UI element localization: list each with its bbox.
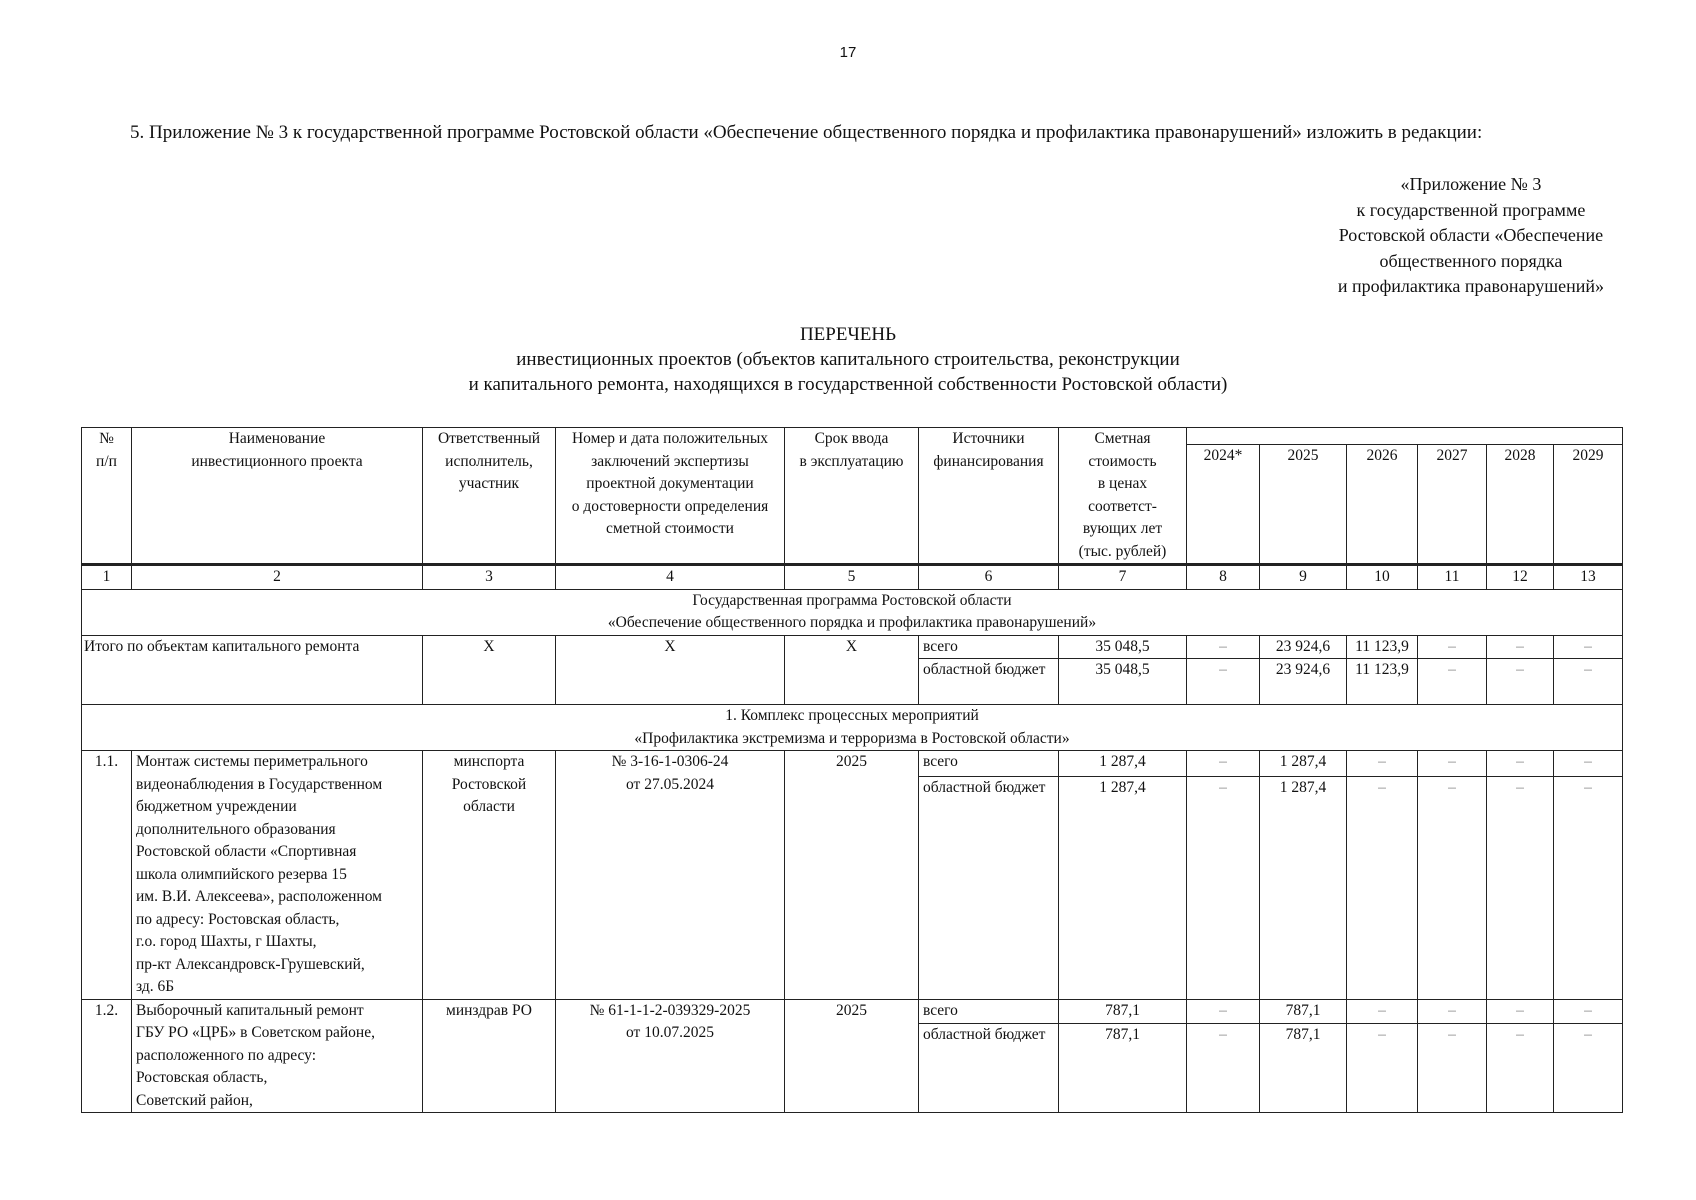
header-name	[132, 428, 423, 565]
project-name-line: пр-кт Александровск-Грушевский,	[136, 955, 365, 973]
header-text: вующих лет	[1082, 520, 1163, 537]
project-name-line: дополнительного образования	[136, 820, 336, 838]
header-text: №	[99, 430, 114, 447]
project-expertise	[556, 751, 785, 1000]
source-cell: всего	[919, 751, 1059, 777]
executor-line: Ростовской	[451, 775, 527, 793]
program-title-line: Государственная программа Ростовской области	[692, 591, 1012, 609]
executor-line: минздрав РО	[446, 1001, 532, 1019]
year-value: 1 287,4	[1260, 751, 1347, 777]
project-name-line: бюджетном учреждении	[136, 798, 297, 815]
year-value: 787,1	[1260, 1024, 1347, 1113]
year-value: –	[1487, 635, 1554, 659]
year-value: –	[1187, 659, 1260, 705]
year-value: 1 287,4	[1260, 776, 1347, 999]
program-title	[82, 589, 1623, 635]
document-heading	[0, 322, 1696, 397]
header-year: 2026	[1347, 445, 1418, 565]
column-number: 13	[1554, 565, 1623, 590]
header-text: Сметная	[1094, 430, 1151, 447]
column-number: 4	[556, 565, 785, 590]
header-text: проектной документации	[586, 475, 754, 492]
source-cell: всего	[919, 999, 1059, 1024]
year-value: –	[1187, 751, 1260, 777]
year-value: –	[1347, 776, 1418, 999]
header-text: Номер и дата положительных	[571, 430, 769, 447]
year-value: –	[1554, 659, 1623, 705]
year-value: –	[1187, 635, 1260, 659]
expertise-line: № 61-1-1-2-039329-2025	[589, 1001, 751, 1019]
table-row	[82, 999, 1623, 1024]
cost-cell: 1 287,4	[1059, 776, 1187, 999]
project-name-line: Ростовская область,	[136, 1069, 268, 1086]
project-name	[132, 751, 423, 1000]
year-value: –	[1187, 776, 1260, 999]
year-value: –	[1487, 776, 1554, 999]
year-value: 787,1	[1260, 999, 1347, 1024]
project-name-line: по адресу: Ростовская область,	[136, 910, 340, 928]
header-year: 2024*	[1187, 445, 1260, 565]
column-number: 6	[919, 565, 1059, 590]
program-title-line: «Обеспечение общественного порядка и профилактика правонарушений»	[607, 614, 1097, 631]
year-value: –	[1554, 776, 1623, 999]
year-value: –	[1418, 776, 1487, 999]
appendix-reference	[1338, 172, 1604, 300]
expertise-line: от 27.05.2024	[626, 775, 714, 793]
year-value: –	[1554, 999, 1623, 1024]
header-text: (тыс. рублей)	[1078, 542, 1167, 560]
executor-line: области	[463, 798, 515, 815]
year-value: –	[1418, 999, 1487, 1024]
header-term	[785, 428, 919, 565]
project-name-line: им. В.И. Алексеева», расположенном	[136, 888, 382, 905]
header-text: финансирования	[933, 452, 1044, 470]
total-row	[82, 635, 1623, 659]
year-value: 23 924,6	[1260, 635, 1347, 659]
appendix-line: к государственной программе	[1356, 199, 1586, 220]
header-text: в эксплуатацию	[799, 452, 904, 470]
project-name	[132, 999, 423, 1113]
project-name-line: Ростовской области «Спортивная	[136, 843, 357, 860]
project-name-line: Выборочный капитальный ремонт	[136, 1001, 364, 1019]
header-year: 2027	[1418, 445, 1487, 565]
column-number: 3	[423, 565, 556, 590]
header-num	[82, 428, 132, 565]
column-number: 1	[82, 565, 132, 590]
total-executor: X	[423, 635, 556, 705]
cost-cell: 787,1	[1059, 999, 1187, 1024]
header-sources	[919, 428, 1059, 565]
project-name-line: ГБУ РО «ЦРБ» в Советском районе,	[136, 1024, 375, 1041]
expertise-line: № 3-16-1-0306-24	[611, 753, 729, 770]
heading-line: и капитального ремонта, находящихся в государственной собственности Ростовской области)	[468, 374, 1228, 395]
appendix-line: общественного порядка	[1379, 250, 1563, 271]
appendix-line: и профилактика правонарушений»	[1337, 276, 1604, 296]
project-name-line: видеонаблюдения в Государственном	[136, 775, 383, 793]
project-name-line: Монтаж системы периметрального	[136, 753, 368, 770]
total-label: Итого по объектам капитального ремонта	[82, 635, 423, 705]
header-text: Ответственный	[437, 430, 541, 447]
header-text: сметной стоимости	[606, 520, 734, 537]
project-executor	[423, 751, 556, 1000]
column-number: 5	[785, 565, 919, 590]
year-value: –	[1487, 751, 1554, 777]
header-text: о достоверности определения	[571, 497, 769, 515]
total-term: X	[785, 635, 919, 705]
header-text: участник	[458, 475, 520, 492]
year-value: 11 123,9	[1347, 635, 1418, 659]
source-cell: областной бюджет	[919, 776, 1059, 999]
year-value: –	[1187, 1024, 1260, 1113]
project-name-line: расположенного по адресу:	[136, 1046, 316, 1064]
appendix-line: Ростовской области «Обеспечение	[1338, 225, 1604, 245]
header-year: 2028	[1487, 445, 1554, 565]
heading-title: ПЕРЕЧЕНЬ	[799, 324, 897, 345]
year-value: –	[1347, 999, 1418, 1024]
program-title-row	[82, 589, 1623, 635]
complex-title-line: «Профилактика экстремизма и терроризма в Ростовской области»	[634, 729, 1070, 747]
year-value: –	[1347, 751, 1418, 777]
header-text: заключений экспертизы	[591, 452, 749, 470]
header-text: Наименование	[228, 430, 326, 447]
column-numbers-row	[82, 565, 1623, 590]
table-row	[82, 751, 1623, 777]
project-name-line: Советский район,	[136, 1091, 253, 1109]
project-num: 1.1.	[82, 751, 132, 1000]
year-value: –	[1554, 635, 1623, 659]
column-number: 9	[1260, 565, 1347, 590]
column-number: 12	[1487, 565, 1554, 590]
cost-cell: 35 048,5	[1059, 659, 1187, 705]
year-value: 11 123,9	[1347, 659, 1418, 705]
column-number: 7	[1059, 565, 1187, 590]
project-name-line: г.о. город Шахты, г Шахты,	[136, 933, 317, 950]
cost-cell: 787,1	[1059, 1024, 1187, 1113]
complex-title-line: 1. Комплекс процессных мероприятий	[725, 707, 979, 724]
project-name-line: школа олимпийского резерва 15	[136, 865, 347, 883]
project-expertise	[556, 999, 785, 1113]
header-year: 2025	[1260, 445, 1347, 565]
project-executor	[423, 999, 556, 1113]
header-text: Источники	[952, 430, 1025, 447]
executor-line: минспорта	[453, 753, 525, 770]
table-header-row	[82, 428, 1623, 445]
header-years-group	[1187, 428, 1623, 445]
cost-cell: 1 287,4	[1059, 751, 1187, 777]
year-value: –	[1487, 999, 1554, 1024]
header-text: инвестиционного проекта	[191, 452, 363, 470]
year-value: –	[1187, 999, 1260, 1024]
project-num: 1.2.	[82, 999, 132, 1113]
column-number: 8	[1187, 565, 1260, 590]
header-text: п/п	[96, 452, 117, 470]
complex-title	[82, 705, 1623, 751]
year-value: –	[1418, 1024, 1487, 1113]
year-value: 23 924,6	[1260, 659, 1347, 705]
appendix-line: «Приложение № 3	[1400, 174, 1542, 194]
project-term: 2025	[785, 751, 919, 1000]
page-number: 17	[839, 44, 857, 61]
header-text: Срок ввода	[814, 430, 889, 447]
project-name-line: зд. 6Б	[136, 978, 175, 995]
intro-paragraph: 5. Приложение № 3 к государственной программе Ростовской области «Обеспечение общественного порядка и профилактика правонарушений» изложить в редакции:	[130, 122, 1483, 143]
year-value: –	[1418, 659, 1487, 705]
year-value: –	[1554, 751, 1623, 777]
year-value: –	[1418, 751, 1487, 777]
project-term: 2025	[785, 999, 919, 1113]
year-value: –	[1347, 1024, 1418, 1113]
heading-line: инвестиционных проектов (объектов капитального строительства, реконструкции	[516, 349, 1180, 370]
header-cost	[1059, 428, 1187, 565]
source-cell: областной бюджет	[919, 659, 1059, 705]
header-expertise	[556, 428, 785, 565]
header-text: стоимость	[1088, 452, 1157, 470]
column-number: 10	[1347, 565, 1418, 590]
year-value: –	[1487, 1024, 1554, 1113]
total-expertise: X	[556, 635, 785, 705]
header-year: 2029	[1554, 445, 1623, 565]
projects-table	[81, 427, 1623, 1113]
source-cell: областной бюджет	[919, 1024, 1059, 1113]
year-value: –	[1554, 1024, 1623, 1113]
complex-title-row	[82, 705, 1623, 751]
header-text: соответст-	[1088, 497, 1157, 515]
header-text: исполнитель,	[445, 452, 533, 470]
source-cell: всего	[919, 635, 1059, 659]
year-value: –	[1487, 659, 1554, 705]
year-value: –	[1418, 635, 1487, 659]
column-number: 11	[1418, 565, 1487, 590]
column-number: 2	[132, 565, 423, 590]
expertise-line: от 10.07.2025	[626, 1024, 714, 1041]
header-executor	[423, 428, 556, 565]
header-text: в ценах	[1097, 475, 1148, 492]
cost-cell: 35 048,5	[1059, 635, 1187, 659]
